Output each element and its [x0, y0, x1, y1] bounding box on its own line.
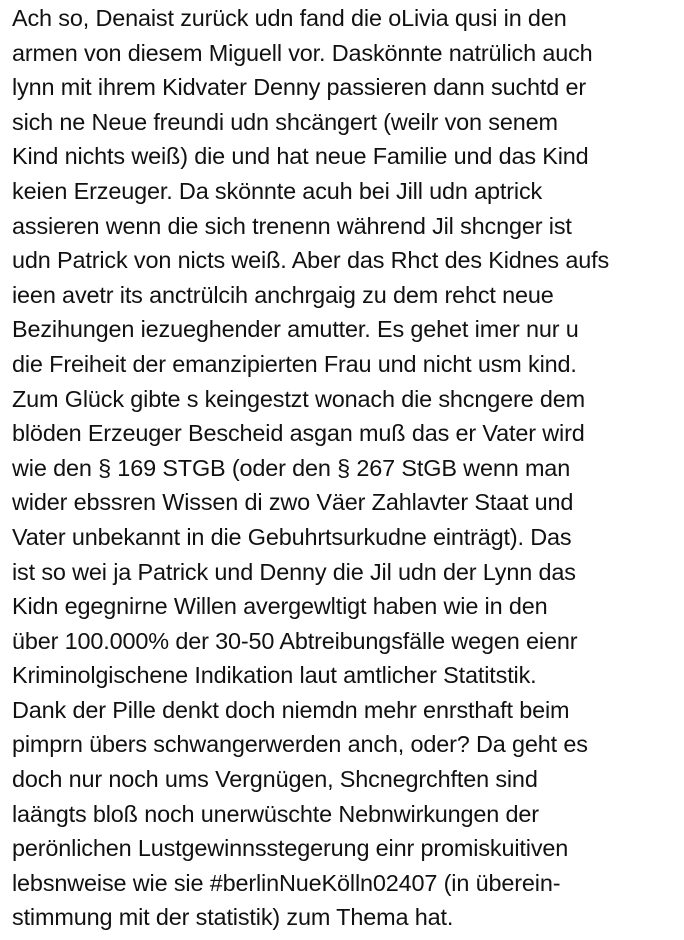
text-line: Zum Glück gibte s keingestzt wonach die shcngere dem — [12, 385, 586, 412]
text-line: armen von diesem Miguell vor. Daskönnte natrülich auch — [12, 39, 593, 66]
text-line: Kidn egegnirne Willen avergewltigt haben wie in den — [12, 593, 548, 620]
text-line: Vater unbekannt in die Gebuhrtsurkudne einträgt). Das — [12, 523, 572, 550]
text-line: laängts bloß noch unerwüschte Nebnwirkungen der — [12, 800, 539, 827]
text-line: assieren wenn die sich trenenn während Jil shcnger ist — [12, 212, 572, 239]
text-line: Bezihungen iezueghender amutter. Es gehet imer nur u — [12, 316, 579, 343]
text-line: wie den § 169 STGB (oder den § 267 StGB wenn man — [12, 454, 571, 481]
text-line: lebsnweise wie sie #berlinNueKölln02407 (in überein- — [12, 869, 561, 896]
text-line: ieen avetr its anctrülcih anchrgaig zu dem rehct neue — [12, 281, 554, 308]
text-line: stimmung mit der statistik) zum Thema hat. — [12, 904, 454, 931]
text-line: lynn mit ihrem Kidvater Denny passieren dann suchtd er — [12, 74, 587, 101]
text-line: udn Patrick von nicts weiß. Aber das Rhct des Kidnes aufs — [12, 247, 610, 274]
text-line: über 100.000% der 30-50 Abtreibungsfälle wegen eienr — [12, 627, 578, 654]
text-line: perönlichen Lustgewinnsstegerung einr promiskuitiven — [12, 835, 569, 862]
text-line: Kriminolgischene Indikation laut amtlicher Statitstik. — [12, 662, 537, 689]
text-line: keien Erzeuger. Da skönnte acuh bei Jill udn aptrick — [12, 177, 543, 204]
text-line: die Freiheit der emanzipierten Frau und nicht usm kind. — [12, 350, 577, 377]
text-line: sich ne Neue freundi udn shcängert (weilr von senem — [12, 108, 558, 135]
text-line: Ach so, Denaist zurück udn fand die oLivia qusi in den — [12, 5, 567, 31]
text-line: Dank der Pille denkt doch niemdn mehr enrsthaft beim — [12, 696, 570, 723]
text-line: wider ebssren Wissen di zwo Väer Zahlavter Staat und — [12, 489, 574, 516]
text-line: Kind nichts weiß) die und hat neue Familie und das Kind — [12, 143, 589, 170]
text-line: blöden Erzeuger Bescheid asgan muß das er Vater wird — [12, 420, 585, 447]
body-text — [12, 1, 680, 935]
text-line: pimprn übers schwangerwerden anch, oder? Da geht es — [12, 731, 588, 758]
text-line: ist so wei ja Patrick und Denny die Jil udn der Lynn das — [12, 558, 576, 585]
text-line: doch nur noch ums Vergnügen, Shcnegrchften sind — [12, 766, 538, 793]
